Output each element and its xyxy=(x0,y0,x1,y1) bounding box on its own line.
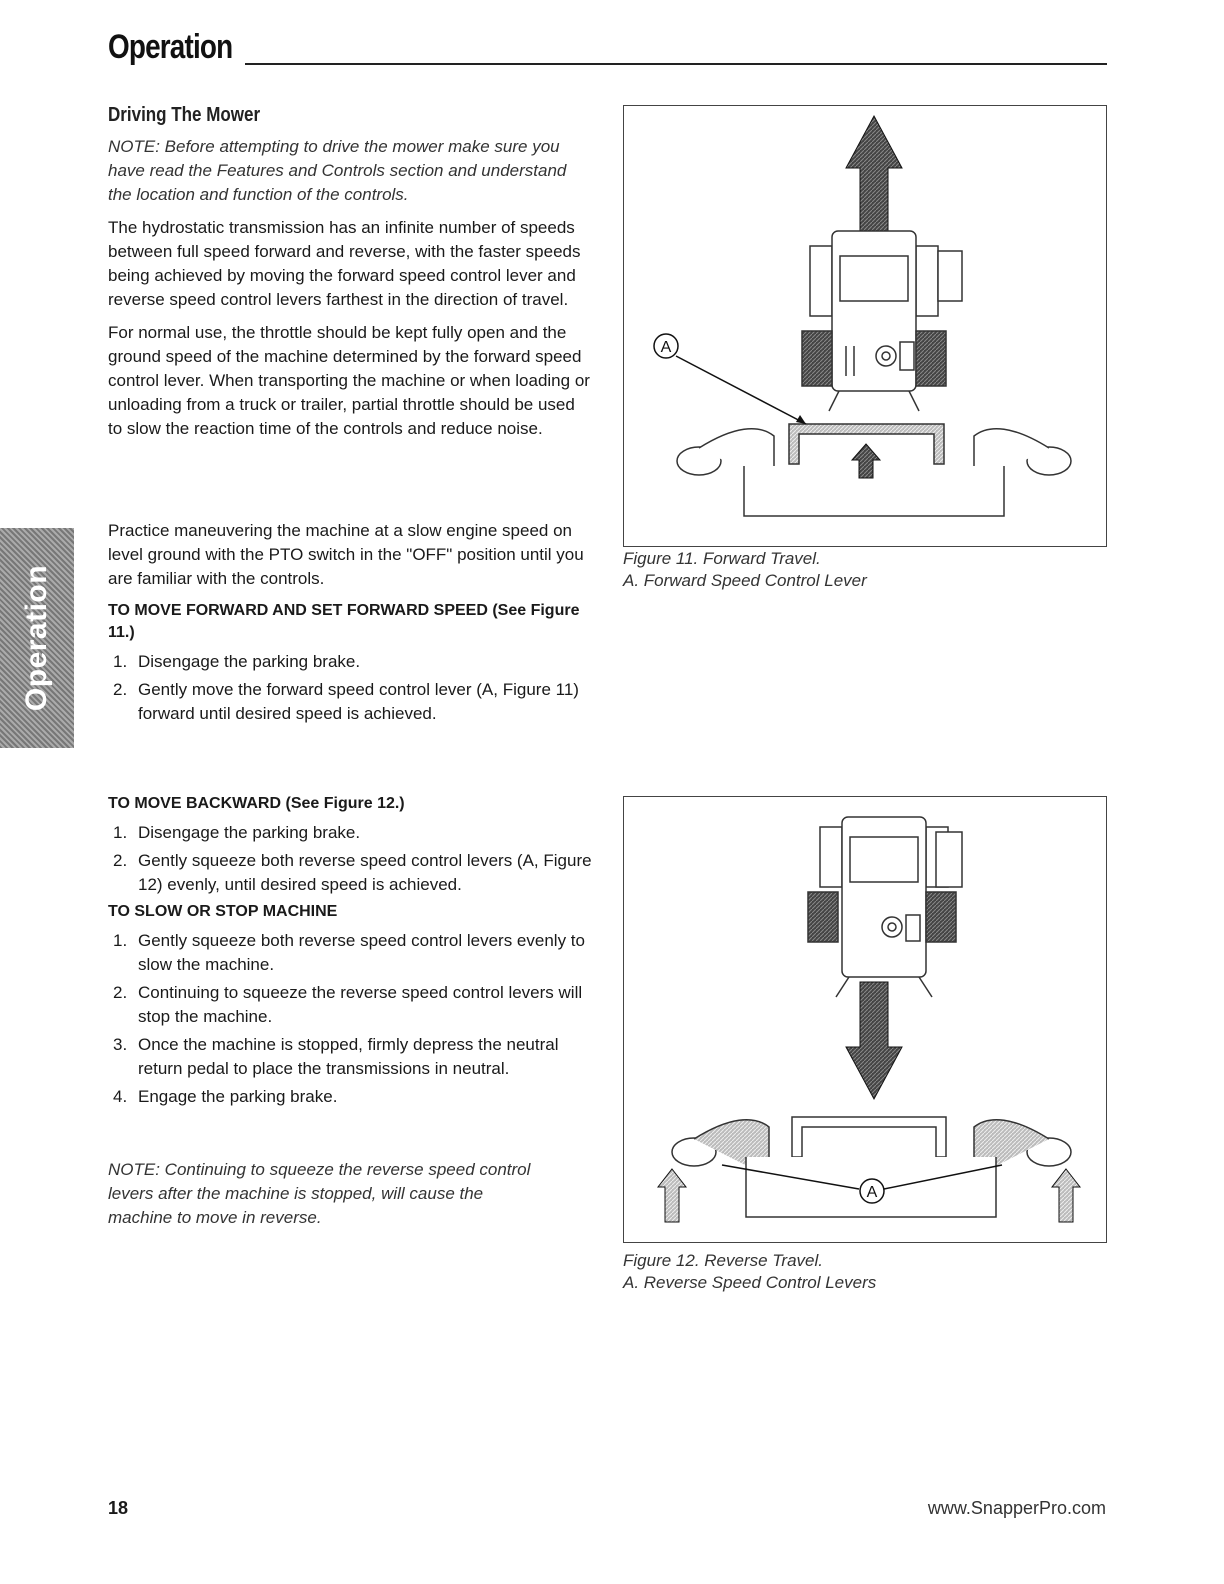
mower-body-icon xyxy=(802,231,962,411)
list-item: 3. Once the machine is stopped, firmly depress the neutral return pedal to place the transmissions in neutral. xyxy=(113,1035,559,1078)
backward-steps xyxy=(108,821,592,897)
figure-12-box xyxy=(623,796,1107,1243)
figure-12-illustration xyxy=(624,797,1106,1242)
left-side-arrow-icon xyxy=(658,1169,686,1222)
header-rule xyxy=(245,63,1107,65)
section-side-tab xyxy=(0,528,74,748)
list-item: 2. Gently move the forward speed control lever (A, Figure 11) forward until desired speed is achieved. xyxy=(113,680,579,723)
callout-leader-line xyxy=(676,356,806,424)
figure-11-box xyxy=(623,105,1107,547)
paragraph-transmission: The hydrostatic transmission has an infinite number of speeds between full speed forward and reverse, with the faster speeds being achieved by moving the forward speed control lever and reverse speed control levers farthest in the direction of travel. xyxy=(108,218,581,309)
page-number: 18 xyxy=(108,1498,129,1518)
mower-body-icon xyxy=(808,817,962,997)
forward-heading: TO MOVE FORWARD AND SET FORWARD SPEED (See Figure 11.) xyxy=(108,602,580,641)
forward-steps xyxy=(108,650,592,726)
figure-11-caption xyxy=(623,548,867,592)
figure-12-caption xyxy=(623,1250,876,1294)
backward-heading: TO MOVE BACKWARD (See Figure 12.) xyxy=(108,795,405,812)
forward-section xyxy=(108,519,592,730)
figure-11-illustration xyxy=(624,106,1106,546)
paragraph-throttle: For normal use, the throttle should be kept fully open and the ground speed of the machine determined by the forward speed control lever. When transporting the machine or when loading or unloading from a truck or trailer, partial throttle should be used to slow the reaction time of the controls and reduce noise. xyxy=(108,323,590,438)
stop-steps xyxy=(108,929,592,1109)
callout-label-a: A xyxy=(660,339,672,356)
figure-12-caption-title: Figure 12. Reverse Travel. xyxy=(623,1251,823,1270)
footer-url[interactable]: www.SnapperPro.com xyxy=(927,1498,1106,1518)
stop-heading: TO SLOW OR STOP MACHINE xyxy=(108,903,338,920)
callout-arrowhead-icon xyxy=(796,415,806,424)
right-side-arrow-icon xyxy=(1052,1169,1080,1222)
reverse-arrow-icon xyxy=(846,982,902,1099)
reverse-note: NOTE: Continuing to squeeze the reverse speed control levers after the machine is stopped, will cause the machine to move in reverse. xyxy=(108,1160,531,1227)
figure-11-caption-legend: A. Forward Speed Control Lever xyxy=(623,571,867,590)
figure-11-caption-title: Figure 11. Forward Travel. xyxy=(623,549,821,568)
paragraph-practice: Practice maneuvering the machine at a slow engine speed on level ground with the PTO switch in the "OFF" position until you are familiar with the controls. xyxy=(108,521,584,588)
list-item: 4. Engage the parking brake. xyxy=(113,1087,338,1106)
side-tab-label: Operation xyxy=(20,564,53,712)
handle-bar-icon xyxy=(677,424,1071,516)
list-item: 2. Continuing to squeeze the reverse speed control levers will stop the machine. xyxy=(113,983,583,1026)
section-title: Driving The Mower xyxy=(108,104,261,126)
intro-note: NOTE: Before attempting to drive the mower make sure you have read the Features and Controls section and understand the location and function of the controls. xyxy=(108,137,567,204)
list-item: 1. Disengage the parking brake. xyxy=(113,823,361,842)
list-item: 1. Disengage the parking brake. xyxy=(113,652,361,671)
backward-section xyxy=(108,793,592,1113)
list-item: 2. Gently squeeze both reverse speed control levers (A, Figure 12) evenly, until desired speed is achieved. xyxy=(113,851,592,894)
page-header-title: Operation xyxy=(108,28,233,66)
figure-12-caption-legend: A. Reverse Speed Control Levers xyxy=(623,1273,877,1292)
list-item: 1. Gently squeeze both reverse speed control levers evenly to slow the machine. xyxy=(113,931,585,974)
driving-section xyxy=(108,103,592,450)
callout-label-a: A xyxy=(866,1184,878,1201)
